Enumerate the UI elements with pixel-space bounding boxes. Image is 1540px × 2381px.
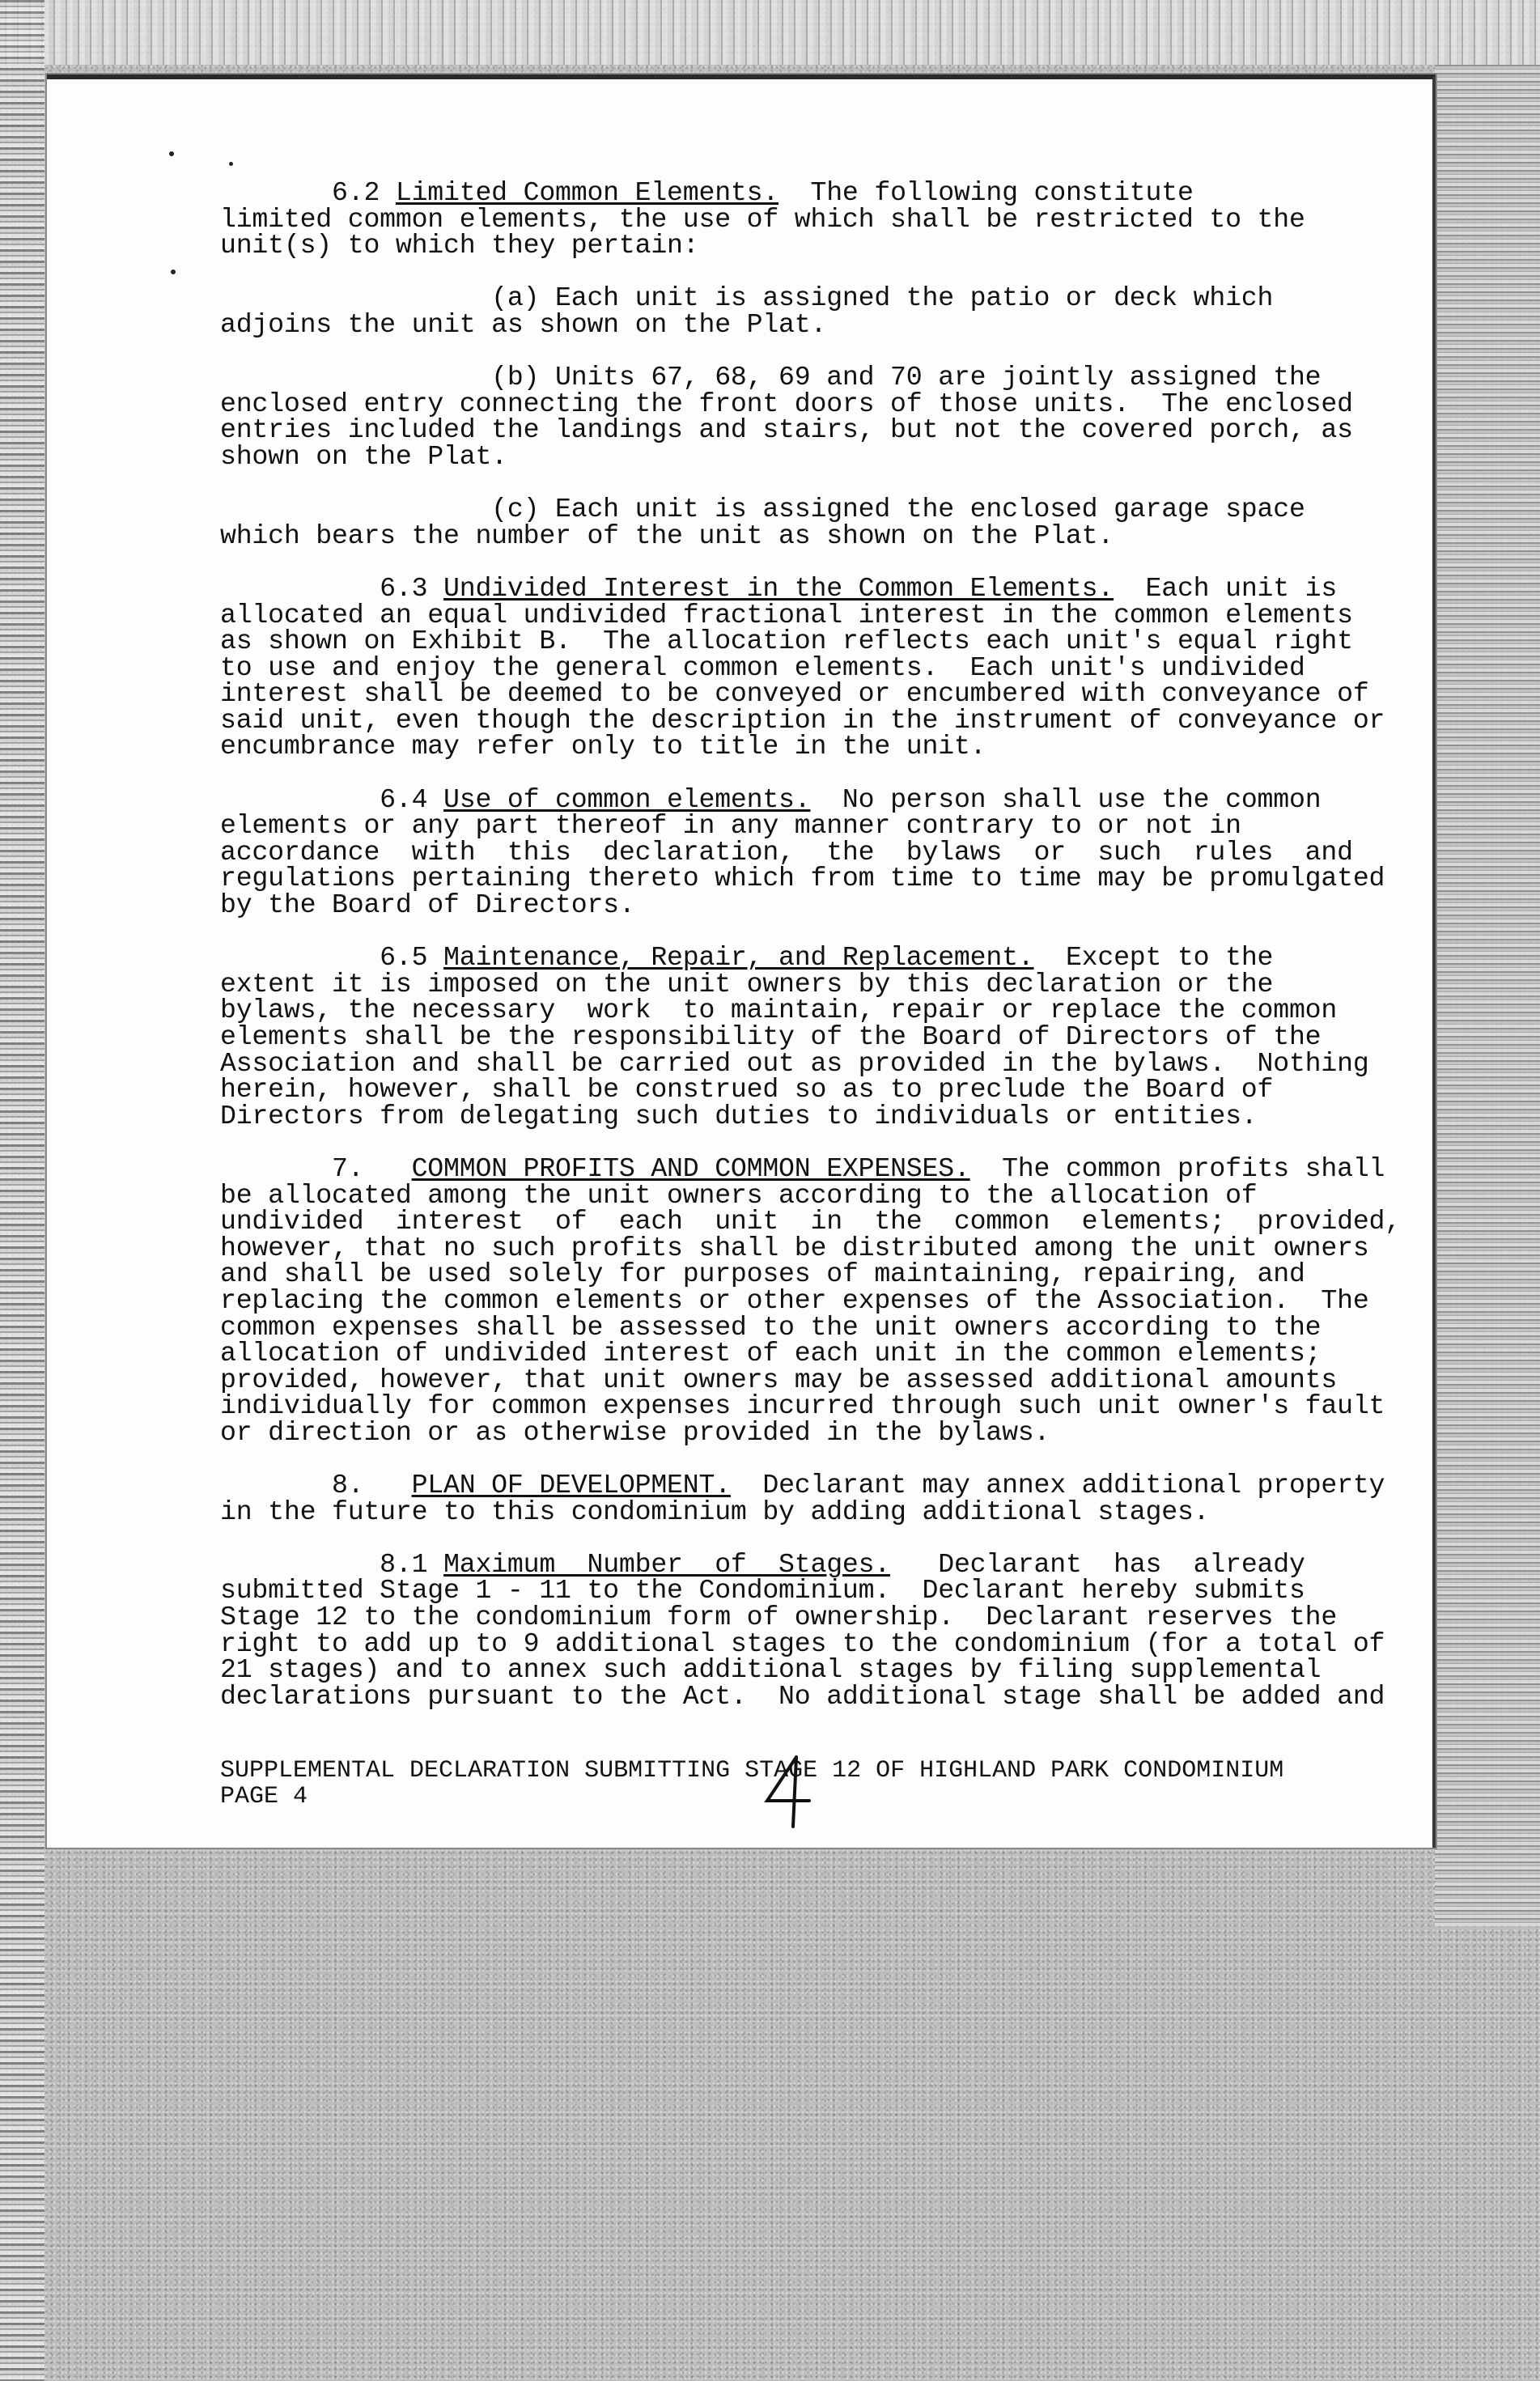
scan-left-edge (0, 0, 45, 2381)
text-line: limited common elements, the use of which shall be restricted to the (220, 203, 1305, 235)
text-line: (b) Units 67, 68, 69 and 70 are jointly assigned the (220, 362, 1322, 393)
stray-mark (171, 270, 176, 274)
text-line: which bears the number of the unit as shown on the Plat. (220, 520, 1114, 551)
section-heading: PLAN OF DEVELOPMENT. (411, 1470, 731, 1501)
scan-top-edge (0, 0, 1540, 65)
text-line (220, 1470, 1385, 1501)
text-line (220, 1548, 1361, 1580)
text-line: adjoins the unit as shown on the Plat. (220, 308, 827, 340)
text-line: regulations pertaining thereto which from time to time may be promulgated (220, 863, 1385, 894)
section-heading: Use of common elements. (443, 783, 811, 815)
line-suffix: The common profits shall (969, 1152, 1385, 1184)
line-prefix: 6.2 (220, 177, 396, 208)
text-line: Stage 12 to the condominium form of ownership. Declarant reserves the (220, 1602, 1338, 1633)
text-line: or direction or as otherwise provided in the bylaws. (220, 1416, 1050, 1448)
text-line: elements or any part thereof in any manner contrary to or not in (220, 810, 1241, 842)
line-prefix: 8.1 (220, 1548, 444, 1580)
text-line: 21 stages) and to annex such additional stages by filing supplemental (220, 1654, 1322, 1686)
text-line: as shown on Exhibit B. The allocation reflects each unit's equal right (220, 626, 1353, 657)
text-line: allocated an equal undivided fractional interest in the common elements (220, 599, 1353, 630)
text-line (220, 783, 1361, 815)
line-suffix: Declarant has already (890, 1548, 1305, 1580)
text-line: said unit, even though the description in the instrument of conveyance or (220, 704, 1385, 736)
text-line: to use and enjoy the general common elements. Each unit's undivided (220, 651, 1305, 683)
text-line: interest shall be deemed to be conveyed or encumbered with conveyance of (220, 678, 1369, 710)
text-line: common expenses shall be assessed to the unit owners according to the (220, 1311, 1322, 1343)
section-heading: Limited Common Elements. (395, 177, 779, 208)
text-line: undivided interest of each unit in the common elements; provided, (220, 1206, 1401, 1237)
page-footer (220, 1758, 1283, 1810)
text-line: accordance with this declaration, the bylaws or such rules and (220, 836, 1353, 868)
text-line: in the future to this condominium by adding additional stages. (220, 1496, 1210, 1527)
paragraph-gap (220, 338, 1361, 365)
line-prefix: 6.4 (220, 783, 444, 815)
line-suffix: Declarant may annex additional property (730, 1470, 1385, 1501)
line-prefix: 6.5 (220, 942, 444, 974)
line-suffix: Each unit is (1114, 572, 1338, 604)
line-prefix: 8. (220, 1470, 412, 1501)
text-line: Association and shall be carried out as provided in the bylaws. Nothing (220, 1047, 1369, 1079)
line-suffix: No person shall use the common (810, 783, 1322, 815)
stray-mark (169, 151, 174, 156)
text-line: allocation of undivided interest of each unit in the common elements; (220, 1338, 1322, 1369)
paragraph-gap (220, 549, 1361, 575)
footer-page-label: PAGE 4 (220, 1783, 308, 1810)
text-line: individually for common expenses incurred through such unit owner's fault (220, 1390, 1385, 1422)
section-heading: Maintenance, Repair, and Replacement. (443, 942, 1034, 974)
text-line: and shall be used solely for purposes of maintaining, repairing, and (220, 1258, 1305, 1290)
paragraph-gap (220, 259, 1361, 286)
paragraph-gap (220, 1129, 1361, 1156)
section-heading: Maximum Number of Stages. (443, 1548, 891, 1580)
text-line: unit(s) to which they pertain: (220, 230, 699, 261)
document-body (220, 177, 1401, 1712)
paragraph-gap (220, 470, 1361, 497)
text-line: bylaws, the necessary work to maintain, repair or replace the common (220, 995, 1338, 1026)
paragraph-gap (220, 760, 1361, 787)
text-line: declarations pursuant to the Act. No additional stage shall be added and (220, 1680, 1385, 1712)
text-line: enclosed entry connecting the front doors of those units. The enclosed (220, 388, 1353, 419)
text-line (220, 942, 1361, 974)
line-suffix: The following constitute (778, 177, 1194, 208)
footer-title: SUPPLEMENTAL DECLARATION SUBMITTING STAGE 12 OF HIGHLAND PARK CONDOMINIUM (220, 1757, 1284, 1785)
line-prefix: 7. (220, 1152, 412, 1184)
stray-mark (229, 162, 233, 166)
text-line (220, 572, 1361, 604)
line-suffix: Except to the (1033, 942, 1274, 974)
text-line: shown on the Plat. (220, 440, 507, 472)
text-line: entries included the landings and stairs, but not the covered porch, as (220, 414, 1353, 446)
text-line: encumbrance may refer only to title in the unit. (220, 731, 986, 762)
text-line: elements shall be the responsibility of the Board of Directors of the (220, 1021, 1322, 1052)
section-heading: Undivided Interest in the Common Elements. (443, 572, 1114, 604)
text-line: be allocated among the unit owners according to the allocation of (220, 1179, 1258, 1211)
text-line: extent it is imposed on the unit owners by this declaration or the (220, 968, 1274, 1000)
text-line: however, that no such profits shall be distributed among the unit owners (220, 1232, 1369, 1263)
text-line (220, 1152, 1385, 1184)
text-line: (c) Each unit is assigned the enclosed garage space (220, 494, 1305, 525)
text-line: provided, however, that unit owners may be assessed additional amounts (220, 1364, 1338, 1395)
line-prefix: 6.3 (220, 572, 444, 604)
scan-right-edge (1435, 65, 1540, 1926)
paragraph-gap (220, 1525, 1361, 1551)
text-line (220, 177, 1361, 208)
text-line: right to add up to 9 additional stages to the condominium (for a total of (220, 1628, 1385, 1659)
text-line: herein, however, shall be construed so as to preclude the Board of (220, 1074, 1274, 1106)
handwritten-page-number (761, 1752, 817, 1829)
text-line: Directors from delegating such duties to individuals or entities. (220, 1100, 1258, 1131)
text-line: submitted Stage 1 - 11 to the Condominium. Declarant hereby submits (220, 1575, 1305, 1606)
text-line: by the Board of Directors. (220, 889, 635, 921)
text-line: replacing the common elements or other expenses of the Association. The (220, 1284, 1369, 1316)
paragraph-gap (220, 919, 1361, 945)
text-line: (a) Each unit is assigned the patio or deck which (220, 282, 1274, 314)
section-heading: COMMON PROFITS AND COMMON EXPENSES. (411, 1152, 970, 1184)
paragraph-gap (220, 1446, 1361, 1473)
